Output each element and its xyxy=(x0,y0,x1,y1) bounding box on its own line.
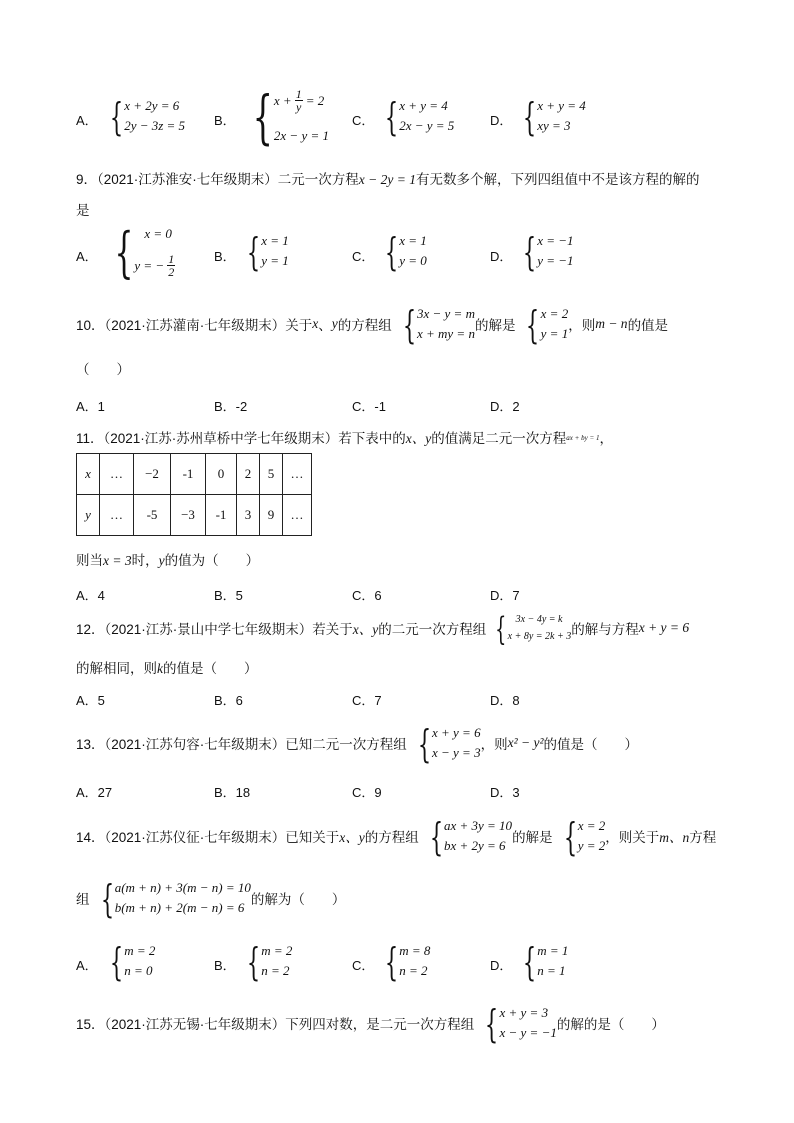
q11-stem: 11．（2021·江苏·苏州草桥中学七年级期末）若下表中的x、y的值满足二元一次方程$^{ax + by = 1}$， xyxy=(76,431,613,446)
q12-stem: 12．（2021·江苏·景山中学七年级期末）若关于 x、y 的二元一次方程组 { 3x − 4y = k x + 8y = 2k + 3 的解与方程 x + y = 6 xyxy=(76,610,690,648)
equation-system: { a(m + n) + 3(m − n) = 10 b(m + n) + 2(m − n) = 6 xyxy=(100,877,251,921)
q13-stem: 13．（2021·江苏句容·七年级期末）已知二元一次方程组 { x + y = 6 x − y = 3 ，则 x² − y² 的值是（ ） xyxy=(76,722,639,766)
q14-stem-continued: 组 { a(m + n) + 3(m − n) = 10 b(m + n) + 2(m − n) = 6 的解为（ ） xyxy=(76,877,346,921)
equation-system: { m = 2 n = 2 xyxy=(246,940,293,984)
answer-paren: （ ） xyxy=(76,362,130,377)
option-b: B．18 xyxy=(214,785,251,800)
option-d: D．2 xyxy=(490,399,520,414)
option-label: D． xyxy=(490,958,513,973)
option-label: B． xyxy=(214,958,236,973)
q9-stem-continued: 是 xyxy=(76,203,90,218)
q9-stem: 9．（2021·江苏淮安·七年级期末）二元一次方程x − 2y = 1有无数多个解，下列四组值中不是该方程的解的 xyxy=(76,172,700,187)
option-c: C．6 xyxy=(352,588,382,603)
option-c: C．-1 xyxy=(352,399,386,414)
equation-system: { x + y = 6 x − y = 3 xyxy=(417,722,481,766)
q11-followup: 则当x = 3时，y的值为（ ） xyxy=(76,553,260,568)
value-table xyxy=(76,453,312,536)
option-label: B． xyxy=(214,249,236,264)
q15-stem: 15．（2021·江苏无锡·七年级期末）下列四对数，是二元一次方程组 { x + y = 3 x − y = −1 的解的是（ ） xyxy=(76,1002,665,1046)
option-label: C． xyxy=(352,249,375,264)
equation-system: { x = 1 y = 0 xyxy=(384,230,427,274)
option-label: A． xyxy=(76,113,98,128)
option-label: D． xyxy=(490,249,513,264)
equation-system: { x = 0 y = − $\frac{1}{2}$ xyxy=(114,221,175,284)
equation-system: { m = 2 n = 0 xyxy=(109,940,156,984)
option-a: A．4 xyxy=(76,588,105,603)
option-a: A．1 xyxy=(76,399,105,414)
option-label: A． xyxy=(76,249,98,264)
q14-stem: 14．（2021·江苏仪征·七年级期末）已知关于 x、y 的方程组 { ax + 3y = 10 bx + 2y = 6 的解是 { x = 2 y = 2 ，则关于 m、n 方程 xyxy=(76,815,717,859)
option-b: B．5 xyxy=(214,588,243,603)
option-c: C．9 xyxy=(352,785,382,800)
option-d: D．8 xyxy=(490,693,520,708)
equation-system: { x = −1 y = −1 xyxy=(522,230,574,274)
equation-system: { x + y = 4 2x − y = 5 xyxy=(384,95,455,139)
equation-system: { 3x − y = m x + my = n xyxy=(402,303,475,347)
option-a: A．27 xyxy=(76,785,113,800)
equation-system: { m = 1 n = 1 xyxy=(522,940,569,984)
equation-system: { x + y = 4 xy = 3 xyxy=(522,95,586,139)
option-b: B．-2 xyxy=(214,399,248,414)
option-a: A．5 xyxy=(76,693,105,708)
q10-stem: 10．（2021·江苏灌南·七年级期末）关于 x 、 y 的方程组 { 3x − y = m x + my = n 的解是 { x = 2 y = 1 ，则 m − n 的值是 xyxy=(76,303,669,347)
option-label: A． xyxy=(76,958,98,973)
option-c: C．7 xyxy=(352,693,382,708)
option-label: C． xyxy=(352,958,375,973)
equation-system: { x = 1 y = 1 xyxy=(246,230,289,274)
option-label: D． xyxy=(490,113,513,128)
option-label: B． xyxy=(214,113,236,128)
equation-system: { x + y = 3 x − y = −1 xyxy=(485,1002,557,1046)
equation-system: { m = 8 n = 2 xyxy=(384,940,431,984)
q12-stem-continued: 的解相同，则k的值是（ ） xyxy=(76,661,258,676)
solution-system: { x = 2 y = 2 xyxy=(563,815,606,859)
option-d: D．7 xyxy=(490,588,520,603)
option-label: C． xyxy=(352,113,375,128)
solution-system: { x = 2 y = 1 xyxy=(526,303,569,347)
table-row-y: y … -5 −3 -1 3 9 … xyxy=(77,495,312,536)
option-d: D．3 xyxy=(490,785,520,800)
equation-system: { 3x − 4y = k x + 8y = 2k + 3 xyxy=(495,610,572,648)
option-b: B．6 xyxy=(214,693,243,708)
table-row-x: x … −2 -1 0 2 5 … xyxy=(77,454,312,495)
equation-system: { x + $\frac{1}{y}$ = 2 2x − y = 1 xyxy=(252,83,329,151)
equation-system: { ax + 3y = 10 bx + 2y = 6 xyxy=(429,815,513,859)
equation-system: { x + 2y = 6 2y − 3z = 5 xyxy=(109,95,186,139)
